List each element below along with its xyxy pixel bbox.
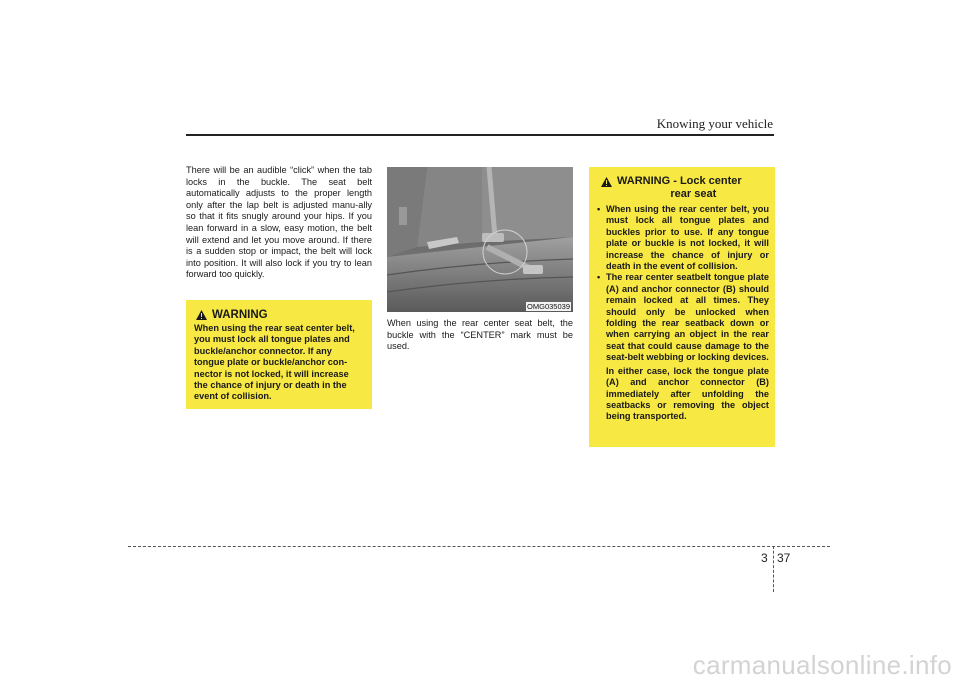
list-item: • The rear center seatbelt tongue plate (A) and anchor connector (B) should remain locked at all times. They should only be unlocked when folding the rear seatback down or when carrying an object in the rear seat that could cause damage to the seat-belt webbing or locking devices. (595, 272, 769, 363)
warning-box-center-belt (186, 300, 372, 409)
rear-seat-belt-figure (387, 167, 573, 312)
page-number: 37 (777, 551, 791, 565)
warning-body: When using the rear seat center belt, you must lock all tongue plates and buckle/anchor connector. If any tongue plate or buckle/anchor con-nector is not locked, it will increase the chance of injury or death in the event of collision. (194, 323, 355, 402)
footer-rule (128, 546, 830, 547)
list-item: • When using the rear center belt, you must lock all tongue plates and buckles prior to use. If any tongue plate or buckle is not locked, it will increase the chance of injury or death in the event of collision. (595, 204, 769, 272)
footer-divider (773, 546, 774, 592)
warning-title (617, 175, 742, 200)
warning-followup: In either case, lock the tongue plate (A) and anchor connector (B) immediately after unfolding the seatbacks or removing the object being transported. (606, 365, 769, 422)
section-title: Knowing your vehicle (656, 116, 773, 131)
chapter-number: 3 (761, 551, 768, 565)
figure-label: OMG035039 (527, 302, 570, 311)
warning-header (196, 309, 365, 321)
watermark: carmanualsonline.info (692, 650, 952, 679)
warning-header (601, 175, 769, 200)
warning-title-sub: rear seat (670, 187, 717, 200)
warning-title-main: WARNING - Lock center (617, 175, 742, 187)
body-paragraph-click: There will be an audible “click” when the tab locks in the buckle. The seat belt automatically adjusts to the proper length only after the lap belt is adjusted manu-ally so that it fits snugly around your hips. If you lean forward in a slow, easy motion, the belt will extend and let you move around. If there is a sudden stop or impact, the belt will lock into position. It will also lock if you try to lean forward too quickly. (186, 165, 372, 280)
warning-title: WARNING (212, 309, 268, 321)
warning-list (595, 204, 769, 364)
warning-box-lock-center-rear-seat (589, 167, 775, 447)
header-rule (186, 134, 774, 136)
warning-triangle-icon (196, 310, 207, 320)
body-paragraph-center-buckle: When using the rear center seat belt, the buckle with the “CENTER” mark must be used. (387, 318, 573, 352)
seat-illustration (387, 167, 573, 312)
warning-triangle-icon (601, 177, 612, 187)
